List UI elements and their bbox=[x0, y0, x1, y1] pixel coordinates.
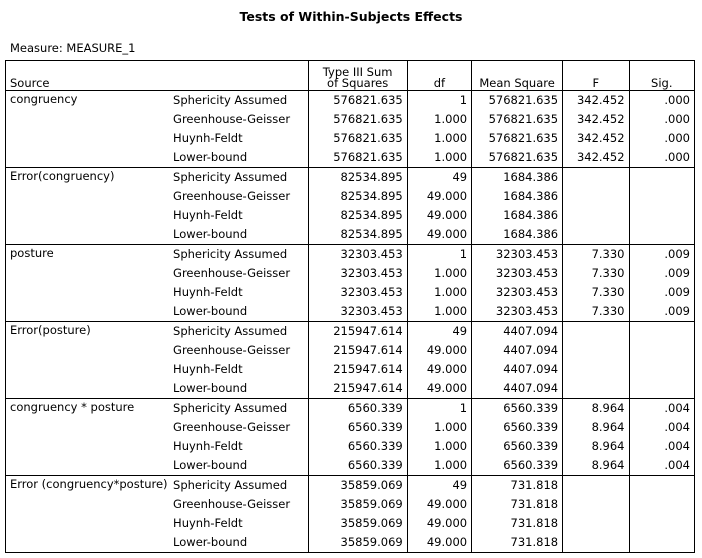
cell-df: 49.000 bbox=[407, 341, 471, 360]
cell-df: 49 bbox=[407, 168, 471, 188]
cell-df: 49.000 bbox=[407, 533, 471, 553]
cell-f bbox=[563, 514, 629, 533]
cell-f: 7.330 bbox=[563, 302, 629, 322]
cell-source: posture bbox=[6, 245, 170, 322]
cell-sig: .009 bbox=[629, 264, 694, 283]
cell-df: 1.000 bbox=[407, 437, 471, 456]
cell-sum-of-squares: 576821.635 bbox=[308, 91, 407, 111]
cell-f bbox=[563, 225, 629, 245]
cell-sig bbox=[629, 225, 694, 245]
cell-df: 49 bbox=[407, 322, 471, 342]
header-source: Source bbox=[6, 61, 309, 91]
table-row bbox=[6, 476, 695, 496]
cell-mean-square: 4407.094 bbox=[472, 379, 563, 399]
cell-df: 49.000 bbox=[407, 360, 471, 379]
cell-f bbox=[563, 168, 629, 188]
cell-df: 1.000 bbox=[407, 283, 471, 302]
cell-sig: .004 bbox=[629, 399, 694, 419]
cell-f bbox=[563, 206, 629, 225]
cell-sum-of-squares: 215947.614 bbox=[308, 360, 407, 379]
cell-mean-square: 731.818 bbox=[472, 495, 563, 514]
table-row bbox=[6, 168, 695, 188]
cell-sig bbox=[629, 206, 694, 225]
header-row bbox=[6, 61, 695, 91]
cell-df: 1 bbox=[407, 399, 471, 419]
cell-f: 7.330 bbox=[563, 245, 629, 265]
cell-mean-square: 32303.453 bbox=[472, 245, 563, 265]
header-f: F bbox=[563, 61, 629, 91]
cell-source: Error (congruency*posture) bbox=[6, 476, 170, 553]
cell-sum-of-squares: 215947.614 bbox=[308, 322, 407, 342]
cell-f: 7.330 bbox=[563, 264, 629, 283]
cell-correction: Sphericity Assumed bbox=[169, 168, 308, 188]
cell-mean-square: 6560.339 bbox=[472, 437, 563, 456]
cell-f: 8.964 bbox=[563, 399, 629, 419]
cell-correction: Huynh-Feldt bbox=[173, 516, 243, 530]
cell-mean-square: 4407.094 bbox=[472, 341, 563, 360]
cell-f bbox=[563, 187, 629, 206]
cell-sum-of-squares: 32303.453 bbox=[308, 264, 407, 283]
cell-sig bbox=[629, 322, 694, 342]
cell-df: 1 bbox=[407, 245, 471, 265]
cell-correction: Greenhouse-Geisser bbox=[173, 420, 291, 434]
table-header bbox=[6, 61, 695, 91]
cell-mean-square: 576821.635 bbox=[472, 129, 563, 148]
cell-sum-of-squares: 32303.453 bbox=[308, 283, 407, 302]
cell-f: 8.964 bbox=[563, 456, 629, 476]
header-type3-sum-of-squares bbox=[308, 61, 407, 91]
cell-correction: Sphericity Assumed bbox=[169, 245, 308, 265]
cell-source: congruency * posture bbox=[6, 399, 170, 476]
header-mean-square: Mean Square bbox=[472, 61, 563, 91]
cell-correction: Sphericity Assumed bbox=[169, 322, 308, 342]
cell-correction: Huynh-Feldt bbox=[173, 208, 243, 222]
cell-sig bbox=[629, 476, 694, 496]
cell-sum-of-squares: 35859.069 bbox=[308, 495, 407, 514]
cell-sum-of-squares: 215947.614 bbox=[308, 341, 407, 360]
cell-sum-of-squares: 82534.895 bbox=[308, 225, 407, 245]
cell-mean-square: 731.818 bbox=[472, 476, 563, 496]
cell-df: 1.000 bbox=[407, 264, 471, 283]
cell-correction: Sphericity Assumed bbox=[169, 399, 308, 419]
cell-sig bbox=[629, 187, 694, 206]
cell-sum-of-squares: 32303.453 bbox=[308, 302, 407, 322]
measure-label: Measure: MEASURE_1 bbox=[10, 41, 136, 55]
cell-correction: Greenhouse-Geisser bbox=[173, 189, 291, 203]
cell-f bbox=[563, 341, 629, 360]
cell-mean-square: 4407.094 bbox=[472, 360, 563, 379]
cell-correction: Huynh-Feldt bbox=[173, 131, 243, 145]
cell-mean-square: 32303.453 bbox=[472, 283, 563, 302]
cell-sum-of-squares: 6560.339 bbox=[308, 399, 407, 419]
cell-sum-of-squares: 6560.339 bbox=[308, 418, 407, 437]
cell-sum-of-squares: 576821.635 bbox=[308, 148, 407, 168]
cell-correction: Huynh-Feldt bbox=[173, 362, 243, 376]
cell-sum-of-squares: 35859.069 bbox=[308, 514, 407, 533]
cell-df: 1.000 bbox=[407, 129, 471, 148]
header-sig: Sig. bbox=[629, 61, 694, 91]
cell-sig bbox=[629, 495, 694, 514]
cell-df: 1 bbox=[407, 91, 471, 111]
cell-sig: .004 bbox=[629, 418, 694, 437]
cell-source: Error(posture) bbox=[6, 322, 170, 399]
cell-f: 342.452 bbox=[563, 110, 629, 129]
cell-correction: Lower-bound bbox=[173, 458, 248, 472]
cell-sum-of-squares: 32303.453 bbox=[308, 245, 407, 265]
cell-df: 1.000 bbox=[407, 110, 471, 129]
cell-correction: Lower-bound bbox=[173, 381, 248, 395]
cell-sig bbox=[629, 168, 694, 188]
cell-correction: Greenhouse-Geisser bbox=[173, 343, 291, 357]
header-type3-line1: Type III Sum bbox=[322, 65, 393, 79]
cell-sig bbox=[629, 379, 694, 399]
cell-mean-square: 6560.339 bbox=[472, 418, 563, 437]
cell-df: 1.000 bbox=[407, 302, 471, 322]
header-df: df bbox=[407, 61, 471, 91]
cell-sum-of-squares: 82534.895 bbox=[308, 187, 407, 206]
cell-sig: .000 bbox=[629, 110, 694, 129]
cell-df: 1.000 bbox=[407, 456, 471, 476]
cell-f: 8.964 bbox=[563, 418, 629, 437]
cell-sum-of-squares: 82534.895 bbox=[308, 168, 407, 188]
cell-source: Error(congruency) bbox=[6, 168, 170, 245]
cell-f: 342.452 bbox=[563, 148, 629, 168]
cell-sum-of-squares: 576821.635 bbox=[308, 110, 407, 129]
table-title: Tests of Within-Subjects Effects bbox=[239, 9, 463, 24]
cell-correction: Lower-bound bbox=[173, 304, 248, 318]
cell-sig: .009 bbox=[629, 245, 694, 265]
cell-correction: Lower-bound bbox=[173, 150, 248, 164]
cell-source: congruency bbox=[6, 91, 170, 168]
cell-mean-square: 576821.635 bbox=[472, 110, 563, 129]
cell-mean-square: 1684.386 bbox=[472, 206, 563, 225]
cell-correction: Greenhouse-Geisser bbox=[173, 112, 291, 126]
cell-mean-square: 576821.635 bbox=[472, 91, 563, 111]
cell-sum-of-squares: 215947.614 bbox=[308, 379, 407, 399]
table-row bbox=[6, 91, 695, 111]
cell-df: 49.000 bbox=[407, 206, 471, 225]
cell-sig bbox=[629, 533, 694, 553]
cell-df: 1.000 bbox=[407, 148, 471, 168]
cell-f bbox=[563, 495, 629, 514]
cell-mean-square: 6560.339 bbox=[472, 399, 563, 419]
cell-sum-of-squares: 576821.635 bbox=[308, 129, 407, 148]
cell-df: 49.000 bbox=[407, 225, 471, 245]
cell-f bbox=[563, 360, 629, 379]
cell-correction: Huynh-Feldt bbox=[173, 285, 243, 299]
cell-sig bbox=[629, 341, 694, 360]
cell-sig: .004 bbox=[629, 456, 694, 476]
cell-f bbox=[563, 322, 629, 342]
cell-sum-of-squares: 6560.339 bbox=[308, 456, 407, 476]
cell-mean-square: 6560.339 bbox=[472, 456, 563, 476]
cell-sum-of-squares: 6560.339 bbox=[308, 437, 407, 456]
table-row bbox=[6, 245, 695, 265]
cell-f bbox=[563, 379, 629, 399]
cell-correction: Lower-bound bbox=[173, 227, 248, 241]
cell-mean-square: 731.818 bbox=[472, 533, 563, 553]
cell-df: 49.000 bbox=[407, 495, 471, 514]
cell-correction: Huynh-Feldt bbox=[173, 439, 243, 453]
cell-mean-square: 576821.635 bbox=[472, 148, 563, 168]
cell-df: 49.000 bbox=[407, 514, 471, 533]
cell-f: 7.330 bbox=[563, 283, 629, 302]
cell-mean-square: 32303.453 bbox=[472, 264, 563, 283]
cell-sig: .009 bbox=[629, 302, 694, 322]
cell-df: 49.000 bbox=[407, 379, 471, 399]
cell-f: 342.452 bbox=[563, 129, 629, 148]
table-row bbox=[6, 399, 695, 419]
cell-f bbox=[563, 476, 629, 496]
cell-sum-of-squares: 35859.069 bbox=[308, 476, 407, 496]
cell-sig bbox=[629, 514, 694, 533]
cell-mean-square: 1684.386 bbox=[472, 225, 563, 245]
cell-sig: .004 bbox=[629, 437, 694, 456]
cell-correction: Sphericity Assumed bbox=[169, 476, 308, 496]
cell-sig: .000 bbox=[629, 148, 694, 168]
cell-mean-square: 1684.386 bbox=[472, 187, 563, 206]
cell-sig: .000 bbox=[629, 91, 694, 111]
cell-correction: Sphericity Assumed bbox=[169, 91, 308, 111]
cell-mean-square: 4407.094 bbox=[472, 322, 563, 342]
cell-sig: .000 bbox=[629, 129, 694, 148]
cell-df: 49.000 bbox=[407, 187, 471, 206]
cell-df: 1.000 bbox=[407, 418, 471, 437]
cell-mean-square: 731.818 bbox=[472, 514, 563, 533]
cell-f bbox=[563, 533, 629, 553]
cell-correction: Lower-bound bbox=[173, 535, 248, 549]
cell-correction: Greenhouse-Geisser bbox=[173, 497, 291, 511]
cell-f: 342.452 bbox=[563, 91, 629, 111]
table-row bbox=[6, 322, 695, 342]
table-body bbox=[6, 91, 695, 553]
cell-sum-of-squares: 82534.895 bbox=[308, 206, 407, 225]
cell-sig bbox=[629, 360, 694, 379]
header-type3-line2: of Squares bbox=[327, 76, 389, 90]
cell-mean-square: 1684.386 bbox=[472, 168, 563, 188]
cell-correction: Greenhouse-Geisser bbox=[173, 266, 291, 280]
cell-sig: .009 bbox=[629, 283, 694, 302]
cell-f: 8.964 bbox=[563, 437, 629, 456]
within-subjects-effects-table bbox=[5, 60, 695, 553]
cell-sum-of-squares: 35859.069 bbox=[308, 533, 407, 553]
cell-df: 49 bbox=[407, 476, 471, 496]
cell-mean-square: 32303.453 bbox=[472, 302, 563, 322]
